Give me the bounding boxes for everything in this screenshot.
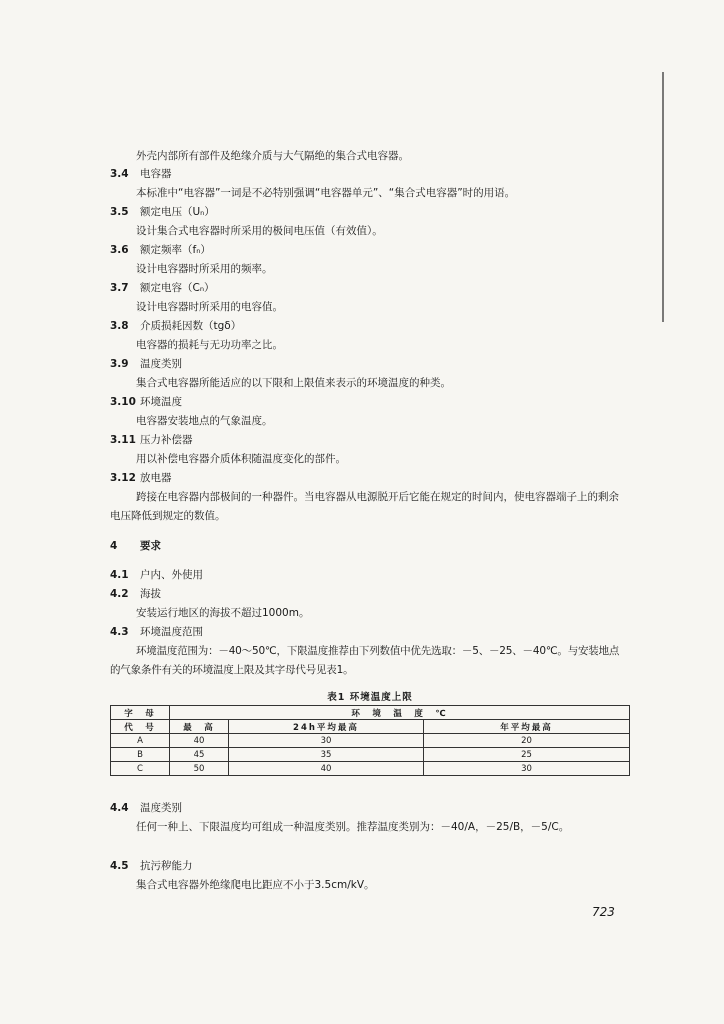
header-group: 环 境 温 度 ℃ [170,706,630,720]
def-3-6-heading [110,243,211,257]
req-4-4-desc: 任何一种上、下限温度均可组成一种温度类别。推荐温度类别为：－40/A，－25/B，－5/C。 [136,821,570,833]
def-3-10-heading [110,395,182,409]
def-3-12-heading [110,471,172,485]
def-number: 3.4 [110,168,129,180]
req-number: 4.3 [110,626,129,638]
req-number: 4.4 [110,802,129,814]
cell-24h: 30 [229,734,424,748]
req-4-3-heading [110,625,203,639]
table-row [111,762,630,776]
def-number: 3.5 [110,206,129,218]
header-year: 年平均最高 [424,720,630,734]
cell-max: 50 [170,762,229,776]
def-3-5-heading [110,205,215,219]
req-4-2-desc: 安装运行地区的海拔不超过1000m。 [136,607,310,619]
cell-code: B [111,748,170,762]
section-4-heading [110,539,161,553]
table-row [111,748,630,762]
table-1-caption: 表1 环境温度上限 [327,692,413,703]
def-number: 3.10 [110,396,136,408]
cell-max: 40 [170,734,229,748]
def-3-5-desc: 设计集合式电容器时所采用的极间电压值（有效值）。 [136,225,383,237]
def-3-11-heading [110,433,193,447]
def-3-7-heading [110,281,215,295]
def-3-9-heading [110,357,182,371]
def-3-4-heading [110,167,172,181]
page-number: 723 [592,905,615,919]
def-3-6-desc: 设计电容器时所采用的频率。 [136,263,273,275]
table-1 [110,705,630,776]
cell-code: A [111,734,170,748]
cell-code: C [111,762,170,776]
def-3-12-desc: 跨接在电容器内部极间的一种器件。当电容器从电源脱开后它能在规定的时间内，使电容器端子上的剩余电压降低到规定的数值。 [110,491,619,522]
section-number: 4 [110,540,118,552]
req-4-4-heading [110,801,182,815]
def-term: 温度类别 [140,358,182,370]
def-3-8-desc: 电容器的损耗与无功功率之比。 [136,339,283,351]
def-term: 额定电压（Uₙ） [140,206,215,218]
def-3-8-heading [110,319,241,333]
def-term: 环境温度 [140,396,182,408]
cell-24h: 40 [229,762,424,776]
def-term: 介质损耗因数（tgδ） [140,320,242,332]
def-3-9-desc: 集合式电容器所能适应的以下限和上限值来表示的环境温度的种类。 [136,377,451,389]
def-number: 3.11 [110,434,136,446]
req-4-2-heading [110,587,161,601]
def-term: 额定电容（Cₙ） [140,282,215,294]
req-4-5-heading [110,859,193,873]
req-title: 户内、外使用 [140,569,203,581]
def-term: 放电器 [140,472,172,484]
req-title: 海拔 [140,588,161,600]
scan-edge-mark [662,72,664,322]
def-term: 额定频率（fₙ） [140,244,211,256]
req-title: 抗污秽能力 [140,860,193,872]
def-number: 3.8 [110,320,129,332]
req-4-5-desc: 集合式电容器外绝缘爬电比距应不小于3.5cm/kV。 [136,879,375,891]
req-title: 环境温度范围 [140,626,203,638]
cell-24h: 35 [229,748,424,762]
header-letter-top: 字 母 [111,706,170,720]
intro-line: 外壳内部所有部件及绝缘介质与大气隔绝的集合式电容器。 [136,150,409,162]
req-number: 4.5 [110,860,129,872]
def-term: 压力补偿器 [140,434,193,446]
header-max: 最 高 [170,720,229,734]
def-number: 3.9 [110,358,129,370]
def-number: 3.7 [110,282,129,294]
def-number: 3.12 [110,472,136,484]
req-title: 温度类别 [140,802,182,814]
cell-year: 25 [424,748,630,762]
def-3-11-desc: 用以补偿电容器介质体积随温度变化的部件。 [136,453,346,465]
cell-max: 45 [170,748,229,762]
def-term: 电容器 [140,168,172,180]
header-letter-bottom: 代 号 [111,720,170,734]
def-3-7-desc: 设计电容器时所采用的电容值。 [136,301,283,313]
cell-year: 20 [424,734,630,748]
req-4-3-desc: 环境温度范围为：－40～50℃，下限温度推荐由下列数值中优先选取：－5、－25、－40℃。与安装地点的气象条件有关的环境温度上限及其字母代号见表1。 [110,645,620,676]
def-3-4-desc: 本标准中“电容器”一词是不必特别强调“电容器单元”、“集合式电容器”时的用语。 [136,187,516,199]
def-3-10-desc: 电容器安装地点的气象温度。 [136,415,273,427]
req-4-1-heading [110,568,203,582]
req-number: 4.2 [110,588,129,600]
header-24h: 24h平均最高 [229,720,424,734]
def-number: 3.6 [110,244,129,256]
section-title: 要求 [140,540,161,552]
table-row [111,734,630,748]
req-number: 4.1 [110,569,129,581]
cell-year: 30 [424,762,630,776]
